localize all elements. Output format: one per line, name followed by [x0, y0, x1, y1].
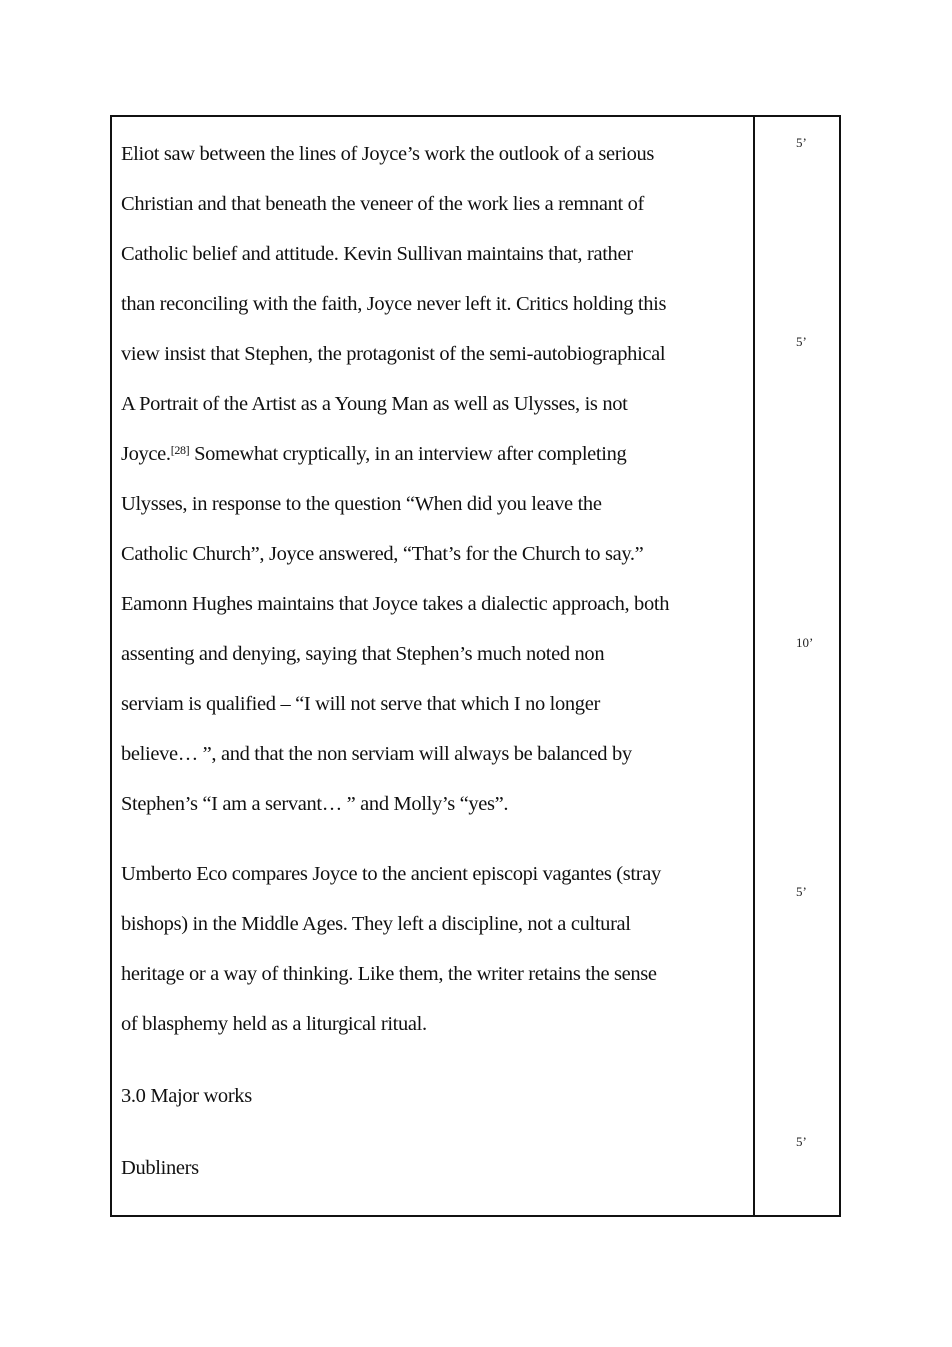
paragraph-spacer [121, 1049, 749, 1071]
column-divider [753, 117, 755, 1215]
citation-marker: [28] [170, 443, 190, 457]
text-line: A Portrait of the Artist as a Young Man as well as Ulysses, is not [121, 393, 628, 415]
text-fragment: Somewhat cryptically, in an interview after completing [189, 443, 627, 465]
text-fragment: Joyce. [121, 443, 171, 465]
time-mark: 5’ [796, 334, 807, 349]
time-mark: 5’ [796, 135, 807, 150]
paragraph-eco-comparison [121, 849, 749, 1049]
subheading: Dubliners [121, 1157, 199, 1179]
text-line: Catholic Church”, Joyce answered, “That’s for the Church to say.” [121, 543, 644, 565]
text-line: heritage or a way of thinking. Like them, the writer retains the sense [121, 963, 657, 985]
paragraph-spacer [121, 829, 749, 849]
text-line [121, 429, 749, 479]
text-line: Eamonn Hughes maintains that Joyce takes a dialectic approach, both [121, 593, 670, 615]
time-mark: 5’ [796, 884, 807, 899]
time-mark: 10’ [796, 635, 814, 650]
text-line: than reconciling with the faith, Joyce never left it. Critics holding this [121, 293, 667, 315]
paragraph-spacer [121, 1121, 749, 1143]
text-line: bishops) in the Middle Ages. They left a discipline, not a cultural [121, 913, 631, 935]
section-heading: 3.0 Major works [121, 1085, 252, 1107]
text-line: view insist that Stephen, the protagonist of the semi-autobiographical [121, 343, 666, 365]
text-line: of blasphemy held as a liturgical ritual. [121, 1013, 427, 1035]
lesson-table [110, 115, 841, 1217]
text-line: assenting and denying, saying that Stephen’s much noted non [121, 643, 605, 665]
content-column [121, 129, 749, 1193]
text-line: Christian and that beneath the veneer of the work lies a remnant of [121, 193, 645, 215]
text-line: serviam is qualified – “I will not serve that which I no longer [121, 693, 600, 715]
text-line: Ulysses, in response to the question “When did you leave the [121, 493, 602, 515]
text-line: Umberto Eco compares Joyce to the ancient episcopi vagantes (stray [121, 863, 661, 885]
text-line: Eliot saw between the lines of Joyce’s work the outlook of a serious [121, 143, 654, 165]
text-line: Stephen’s “I am a servant… ” and Molly’s “yes”. [121, 793, 509, 815]
text-line: believe… ”, and that the non serviam will always be balanced by [121, 743, 632, 765]
time-mark: 5’ [796, 1134, 807, 1149]
paragraph-joyce-catholicism [121, 129, 749, 829]
text-line: Catholic belief and attitude. Kevin Sullivan maintains that, rather [121, 243, 633, 265]
